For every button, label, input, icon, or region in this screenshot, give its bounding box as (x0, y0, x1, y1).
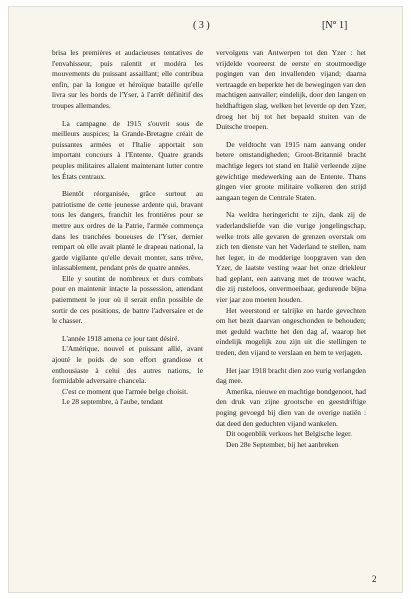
dutch-paragraph: Dit oogenblik verkoos het Belgische leger. (226, 429, 353, 439)
page-number-bottom: 2 (372, 574, 377, 584)
dutch-paragraph: Amerika, nieuwe en machtige bondgenoot, had den druk van zijne grootsche en geestdriftige poging gevoegd bij dien van de overige natiën : dat deed den geduchten vijand wankelen. (216, 386, 366, 428)
page-header (8, 20, 403, 34)
dutch-column (216, 48, 366, 450)
dutch-paragraph: Het jaar 1918 bracht dien zoo vurig verlangden dag mee. (216, 365, 366, 386)
document-page (8, 6, 403, 593)
french-paragraph: Le 28 septembre, à l'aube, tendant (62, 397, 163, 407)
french-paragraph: L'année 1918 amena ce jour tant désiré. (62, 333, 180, 343)
dutch-paragraph: Den 28e September, bij het aanbreken (226, 439, 339, 449)
french-paragraph: Elle y soutint de nombreux et durs combats pour en maintenir intacte la possession, attendant patiemment le jour où il serait enfin possible de sortir de ces positions, de battre l'adversaire et de le chasser. (52, 273, 203, 326)
french-paragraph: Bientôt réorganisée, grâce surtout au patriotisme de cette jeunesse ardente qui, bravant tous les dangers, franchit les frontières pour se mettre aux ordres de la Patrie, l'armée commença dans les tranchées boueuses de l'Yser, dernier rempart où elle avait planté le drapeau national, la garde vigilante qu'elle devait monter, sans trêve, inlassablement, pendant près de quatre années. (52, 189, 203, 273)
french-paragraph: brisa les premières et audacieuses tentatives de l'envahisseur, puis ralentit et modéra les mouvements du puissant assaillant; elle contribua enfin, par la longue et héroïque bataille qu'elle livra sur les bords de l'Yser, à l'arrêt définitif des troupes allemandes. (52, 48, 203, 110)
french-paragraph: La campagne de 1915 s'ouvrit sous de meilleurs auspices; la Grande-Bretagne créait de puissantes armées et l'Italie apportait son important concours à l'Entente. Quatre grands peuples militaires allaient maintenant lutter contre les États centraux. (52, 118, 203, 181)
french-paragraph: C'est ce moment que l'armée belge choisit. (62, 386, 189, 396)
issue-number: [N° 1] (322, 20, 348, 31)
dutch-paragraph: Na weldra heringericht te zijn, dank zij de vaderlandsliefde van die vurige jongelingschap, welke trots alle gevaren de grenzen overstak om zich ten dienste van het Vaderland te stellen, nam het leger, in de modderige loopgraven van den Yzer, de laatste vesting waar het onze driekleur had geplant, een aanvang met de trouwe wacht, die zij rusteloos, onvermoeibaar, gedurende bijna vier jaar zou moeten houden. (216, 210, 366, 305)
dutch-paragraph: vervolgens van Antwerpen tot den Yzer : het vrijdelde vooreerst de eerste en stoutmoedige pogingen van den invallenden vijand; daarna vertraagde en beperkte het de bewegingen van den machtigen aanvaller; eindelijk, door den langen en heldhaftigen slag, welken het leverde op den Yzer, droeg het bij tot het bepaald stuiten van de Duitsche troepen. (216, 48, 366, 132)
page-number-top: ( 3 ) (193, 20, 210, 31)
dutch-paragraph: De veldtocht van 1915 nam aanvang onder betere omstandigheden; Groot-Britannië bracht machtige legers tot stand en Italië verleende zijne gewichtige medewerking aan de Entente. Thans gingen vier groote militaire volkeren den strijd aangaan tegen de Centrale Staten. (216, 139, 366, 202)
french-column (52, 48, 203, 408)
french-paragraph: L'Amérique, nouvel et puissant allié, avant ajouté le poids de son effort grandiose et enthousiaste à celui des autres nations, le formidable adversaire chancela. (52, 344, 203, 386)
dutch-paragraph: Het weerstond er talrijke en harde gevechten om het bezit daarvan ongeschonden te behouden; met geduld wachtte het den dag af, waarop het eindelijk mogelijk zou zijn uit die stellingen te treden, den vijand te verslaan en hem te verjagen. (216, 305, 366, 358)
